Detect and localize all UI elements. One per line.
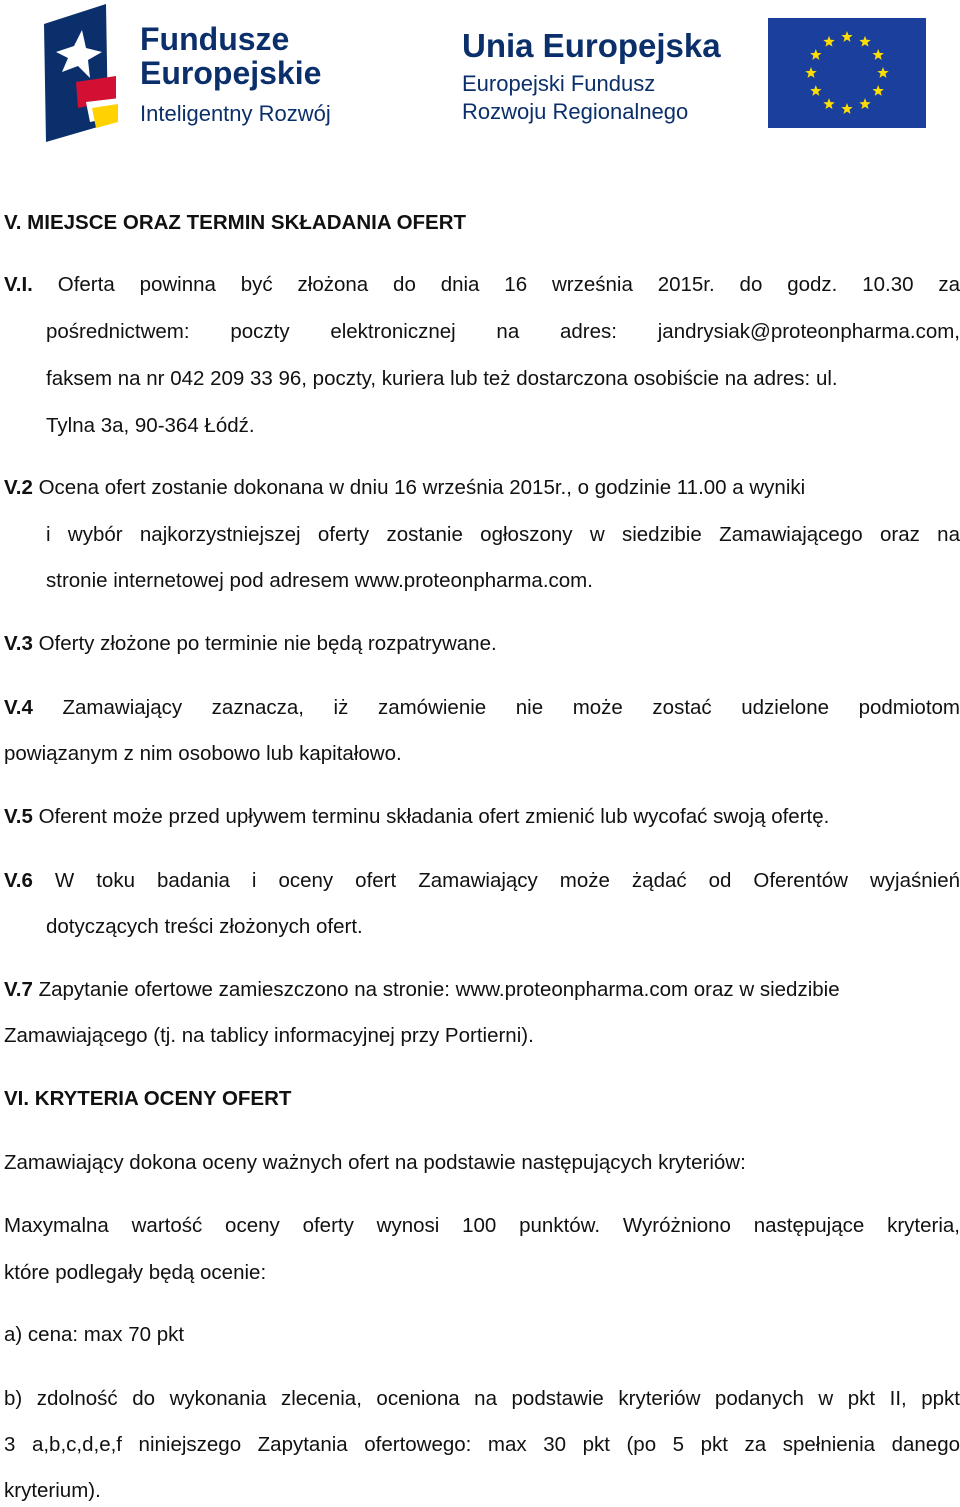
section-6-heading: VI. KRYTERIA OCENY OFERT: [4, 1087, 292, 1110]
paragraph-v1-line1: [4, 272, 960, 298]
paragraph-v3: [4, 631, 497, 657]
paragraph-v1-line2: pośrednictwem: poczty elektronicznej na adres: jandrysiak@proteonpharma.com,: [46, 320, 960, 343]
section-5-heading: V. MIEJSCE ORAZ TERMIN SKŁADANIA OFERT: [4, 211, 467, 234]
paragraph-v4-line2: powiązanym z nim osobowo lub kapitałowo.: [4, 742, 402, 765]
fe-logo-text: [140, 22, 331, 128]
paragraph-v4-line1: [4, 695, 960, 721]
paragraph-v6-line2: dotyczących treści złożonych ofert.: [46, 915, 363, 938]
paragraph-v7-line1: [4, 977, 840, 1003]
fe-logo-line1: Fundusze: [140, 21, 290, 57]
paragraph-number: V.3: [4, 632, 33, 655]
paragraph-text: Ocena ofert zostanie dokonana w dniu 16 września 2015r., o godzinie 11.00 a wyniki: [38, 476, 806, 499]
paragraph-number: V.I.: [4, 273, 33, 296]
criteria-intro: Zamawiający dokona oceny ważnych ofert na podstawie następujących kryteriów:: [4, 1151, 746, 1174]
ue-logo-line1: Unia Europejska: [462, 27, 721, 64]
paragraph-v2-line1: [4, 475, 805, 501]
paragraph-v1-line4: Tylna 3a, 90-364 Łódź.: [46, 414, 255, 437]
paragraph-text: Oferta powinna być złożona do dnia 16 września 2015r. do godz. 10.30 za: [57, 273, 960, 296]
criterion-a: a) cena: max 70 pkt: [4, 1323, 185, 1346]
paragraph-text: W toku badania i oceny ofert Zamawiający może żądać od Oferentów wyjaśnień: [54, 869, 960, 892]
header-logos: [0, 0, 960, 150]
paragraph-number: V.6: [4, 869, 33, 892]
eu-flag-icon: [768, 18, 926, 128]
paragraph-number: V.2: [4, 476, 33, 499]
paragraph-v6-line1: [4, 868, 960, 894]
fe-logo-line3: Inteligentny Rozwój: [140, 101, 331, 126]
ue-logo-line3: Rozwoju Regionalnego: [462, 99, 689, 124]
paragraph-text: Oferent może przed upływem terminu składania ofert zmienić lub wycofać swoją ofertę.: [38, 805, 830, 828]
criterion-b-line2: 3 a,b,c,d,e,f niniejszego Zapytania ofertowego: max 30 pkt (po 5 pkt za spełnienia danego: [4, 1433, 960, 1456]
paragraph-v7-line2: Zamawiającego (tj. na tablicy informacyjnej przy Portierni).: [4, 1024, 534, 1047]
paragraph-v1-line3: faksem na nr 042 209 33 96, poczty, kuriera lub też dostarczona osobiście na adres: ul.: [46, 367, 838, 390]
paragraph-text: Zamawiający zaznacza, iż zamówienie nie może zostać udzielone podmiotom: [62, 696, 960, 719]
paragraph-number: V.7: [4, 978, 33, 1001]
ue-logo-line2: Europejski Fundusz: [462, 71, 656, 96]
paragraph-text: Zapytanie ofertowe zamieszczono na stronie: www.proteonpharma.com oraz w siedzibie: [38, 978, 840, 1001]
paragraph-text: Oferty złożone po terminie nie będą rozpatrywane.: [38, 632, 497, 655]
criterion-b-line3: kryterium).: [4, 1479, 101, 1502]
max-score-line1: Maxymalna wartość oceny oferty wynosi 100 punktów. Wyróżniono następujące kryteria,: [4, 1214, 960, 1237]
paragraph-number: V.4: [4, 696, 33, 719]
fe-logo-line2: Europejskie: [140, 55, 322, 91]
criterion-b-line1: b) zdolność do wykonania zlecenia, oceniona na podstawie kryteriów podanych w pkt II, ppkt: [4, 1387, 960, 1410]
max-score-line2: które podlegały będą ocenie:: [4, 1261, 267, 1284]
paragraph-v2-line3: stronie internetowej pod adresem www.proteonpharma.com.: [46, 569, 593, 592]
ue-logo-text: [462, 28, 721, 126]
paragraph-v2-line2: i wybór najkorzystniejszej oferty zostanie ogłoszony w siedzibie Zamawiającego oraz na: [46, 523, 960, 546]
paragraph-number: V.5: [4, 805, 33, 828]
paragraph-v5: [4, 804, 829, 830]
